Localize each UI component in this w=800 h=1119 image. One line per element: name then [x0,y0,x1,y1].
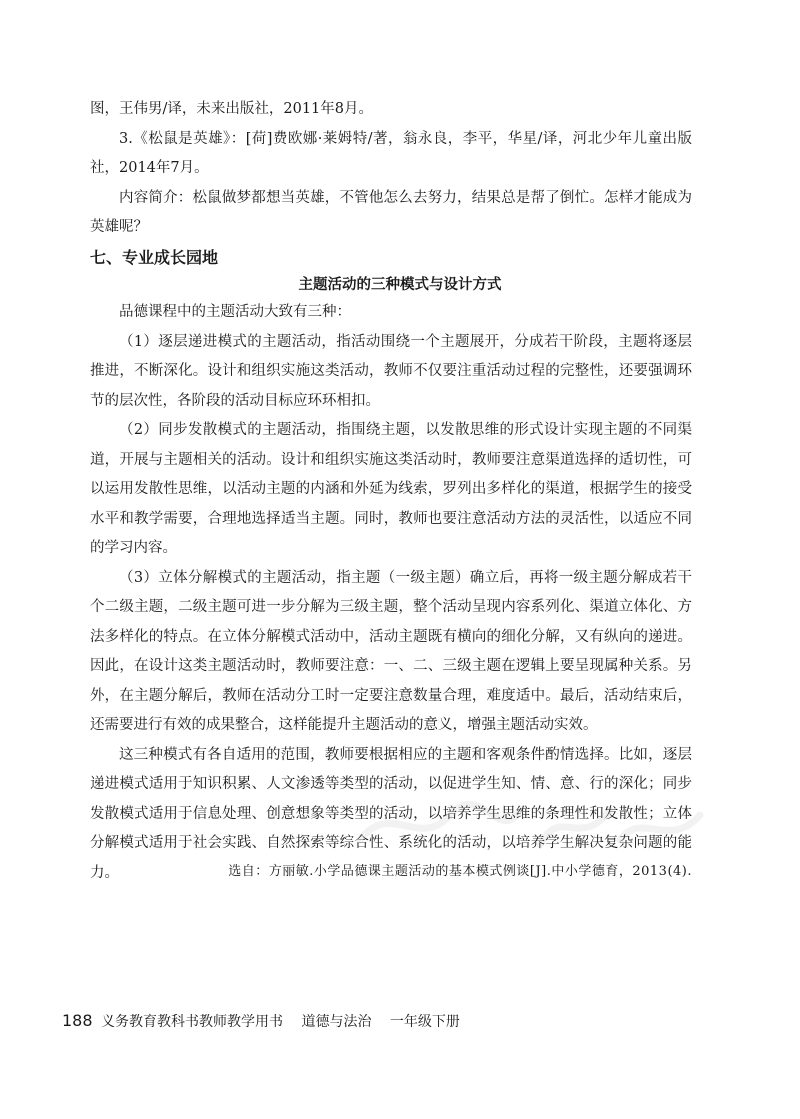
article-paragraph-3: （3）立体分解模式的主题活动，指主题（一级主题）确立后，再将一级主题分解成若干个二级主题，二级主题可进一步分解为三级主题，整个活动呈现内容系列化、渠道立体化、方法多样化的特点。在立体分解模式活动中，活动主题既有横向的细化分解，又有纵向的递进。因此，在设计这类主题活动时，教师要注意：一、二、三级主题在逻辑上要呈现属种关系。另外，在主题分解后，教师在活动分工时一定要注意数量合理，难度适中。最后，活动结束后，还需要进行有效的成果整合，这样能提升主题活动的意义，增强主题活动实效。 [90,569,692,733]
reference-list [90,95,692,243]
footer-book-title: 义务教育教科书教师教学用书 [101,1014,283,1030]
citation-source: 选自：方丽敏.小学品德课主题活动的基本模式例谈[J].中小学德育，2013(4). [228,864,692,879]
page-number: 188 [62,1011,93,1030]
reference-summary: 内容简介：松鼠做梦都想当英雄，不管他怎么去努力，结果总是帮了倒忙。怎样才能成为英雄呢？ [90,189,692,235]
reference-item-3: 3.《松鼠是英雄》：[荷]费欧娜·莱姆特/著，翁永良，李平，华星/译，河北少年儿童出版社，2014年7月。 [90,130,692,176]
watermark-graphic [350,790,710,860]
article-paragraph-2: （2）同步发散模式的主题活动，指围绕主题，以发散思维的形式设计实现主题的不同渠道，开展与主题相关的活动。设计和组织实施这类活动时，教师要注意渠道选择的适切性，可以运用发散性思维，以活动主题的内涵和外延为线索，罗列出多样化的渠道，根据学生的接受水平和教学需要，合理地选择适当主题。同时，教师也要注意活动方法的灵活性，以适应不同的学习内容。 [90,422,692,556]
footer-grade: 一年级下册 [389,1014,460,1030]
section-heading: 七、专业成长园地 [90,248,219,267]
footer-subject: 道德与法治 [301,1014,372,1030]
page-footer [62,1011,460,1031]
article-paragraph-1: （1）逐层递进模式的主题活动，指活动围绕一个主题展开，分成若干阶段，主题将逐层推进，不断深化。设计和组织实施这类活动，教师不仅要注重活动过程的完整性，还要强调环节的层次性，各阶段的活动目标应环环相扣。 [90,333,692,409]
article-title: 主题活动的三种模式与设计方式 [298,277,502,293]
article-paragraph-4: 这三种模式有各自适用的范围，教师要根据相应的主题和客观条件酌情选择。比如，逐层递进模式适用于知识积累、人文渗透等类型的活动，以促进学生知、情、意、行的深化；同步发散模式适用于信息处理、创意想象等类型的活动，以培养学生思维的条理性和发散性；立体分解模式适用于社会实践、自然探索等综合性、系统化的活动，以培养学生解决复杂问题的能力。 [90,746,692,881]
reference-continuation: 图，王伟男/译，未来出版社，2011年8月。 [90,101,374,117]
article-intro: 品德课程中的主题活动大致有三种： [119,304,351,320]
